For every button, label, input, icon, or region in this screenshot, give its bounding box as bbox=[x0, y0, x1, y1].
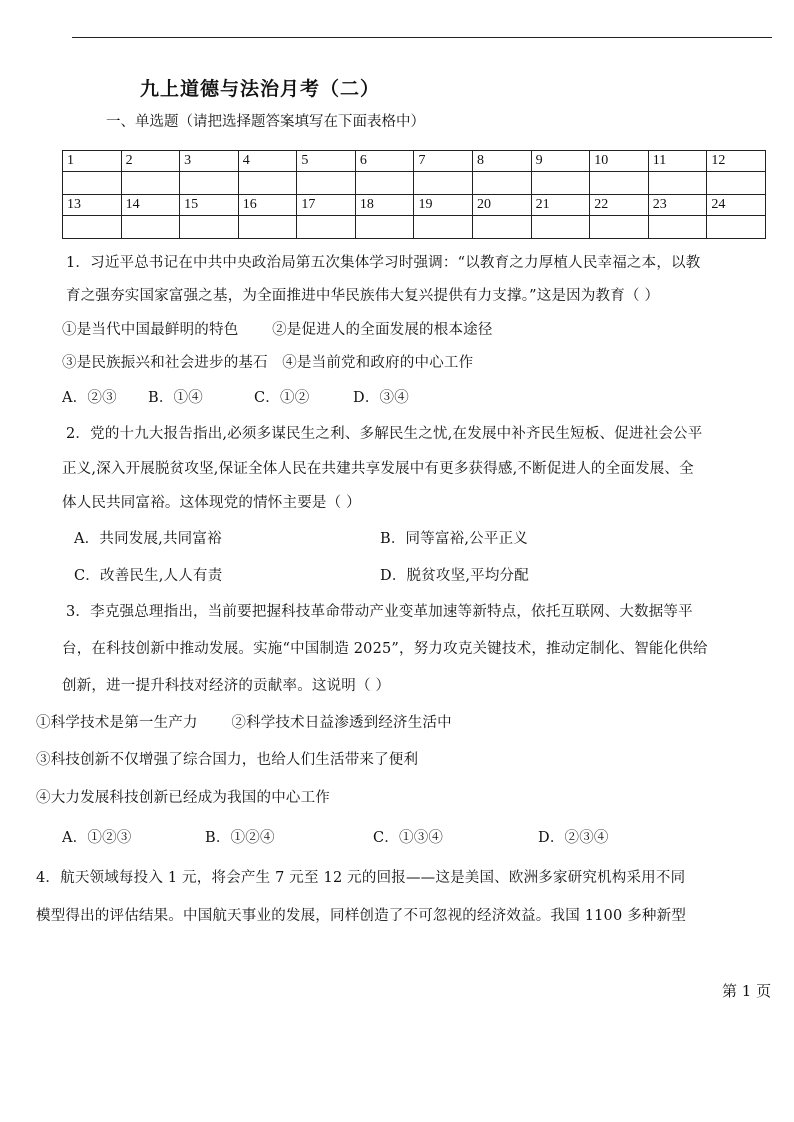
q2-stem-line3: 体人民共同富裕。这体现党的情怀主要是（ ） bbox=[62, 495, 361, 511]
answer-blank-cell[interactable] bbox=[355, 172, 414, 195]
answer-cell-number: 24 bbox=[707, 195, 766, 216]
answer-blank-cell[interactable] bbox=[707, 172, 766, 195]
answer-blank-cell[interactable] bbox=[648, 216, 707, 239]
answer-cell-number: 23 bbox=[648, 195, 707, 216]
answer-blank-cell[interactable] bbox=[648, 172, 707, 195]
q2-option-a[interactable]: A．共同发展,共同富裕 bbox=[74, 531, 222, 547]
answer-blank-cell[interactable] bbox=[590, 172, 649, 195]
answer-table-blank-row bbox=[63, 216, 766, 239]
answer-cell-number: 16 bbox=[238, 195, 297, 216]
page-number: 第 1 页 bbox=[722, 982, 772, 1000]
q1-option-c[interactable]: C．①② bbox=[254, 390, 310, 406]
answer-blank-cell[interactable] bbox=[531, 172, 590, 195]
answer-blank-cell[interactable] bbox=[238, 172, 297, 195]
answer-cell-number: 2 bbox=[121, 151, 180, 172]
q3-option-d[interactable]: D．②③④ bbox=[538, 830, 609, 846]
answer-blank-cell[interactable] bbox=[355, 216, 414, 239]
q2-option-c[interactable]: C．改善民生,人人有责 bbox=[74, 568, 223, 584]
q3-statement-2: ③科技创新不仅增强了综合国力，也给人们生活带来了便利 bbox=[36, 752, 419, 768]
answer-cell-number: 15 bbox=[180, 195, 239, 216]
answer-blank-cell[interactable] bbox=[180, 216, 239, 239]
answer-cell-number: 20 bbox=[473, 195, 532, 216]
answer-cell-number: 6 bbox=[355, 151, 414, 172]
answer-table-number-row bbox=[63, 195, 766, 216]
answer-cell-number: 18 bbox=[355, 195, 414, 216]
answer-cell-number: 19 bbox=[414, 195, 473, 216]
answer-blank-cell[interactable] bbox=[414, 172, 473, 195]
q4-stem-line1: 4．航天领域每投入 1 元，将会产生 7 元至 12 元的回报——这是美国、欧洲多家研究机构采用不同 bbox=[36, 870, 686, 886]
q1-stem-line1: 1．习近平总书记在中共中央政治局第五次集体学习时强调：“以教育之力厚植人民幸福之本，以教 bbox=[66, 255, 701, 271]
q2-option-b[interactable]: B．同等富裕,公平正义 bbox=[380, 531, 528, 547]
answer-blank-cell[interactable] bbox=[63, 172, 122, 195]
q1-option-a[interactable]: A．②③ bbox=[62, 390, 117, 406]
q2-stem-line1: 2．党的十九大报告指出,必须多谋民生之利、多解民生之忧,在发展中补齐民生短板、促进社会公平 bbox=[66, 426, 703, 442]
answer-blank-cell[interactable] bbox=[297, 216, 356, 239]
answer-table bbox=[62, 150, 766, 239]
q1-statements-line1: ①是当代中国最鲜明的特色 ②是促进人的全面发展的根本途径 bbox=[62, 322, 493, 338]
answer-cell-number: 17 bbox=[297, 195, 356, 216]
page-title: 九上道德与法治月考（二） bbox=[140, 78, 381, 100]
q1-option-b[interactable]: B．①④ bbox=[148, 390, 203, 406]
answer-table-number-row bbox=[63, 151, 766, 172]
q1-stem-line2: 育之强夯实国家富强之基，为全面推进中华民族伟大复兴提供有力支撑。”这是因为教育（ ） bbox=[66, 288, 660, 304]
q3-statement-3: ④大力发展科技创新已经成为我国的中心工作 bbox=[36, 790, 330, 806]
answer-blank-cell[interactable] bbox=[473, 172, 532, 195]
answer-blank-cell[interactable] bbox=[63, 216, 122, 239]
q3-option-a[interactable]: A．①②③ bbox=[62, 830, 132, 846]
answer-cell-number: 9 bbox=[531, 151, 590, 172]
q3-stem-line2: 台，在科技创新中推动发展。实施“中国制造 2025”，努力攻克关键技术，推动定制化、智能化供给 bbox=[62, 641, 708, 657]
q1-option-d[interactable]: D．③④ bbox=[353, 390, 409, 406]
q3-stem-line3: 创新，进一提升科技对经济的贡献率。这说明（ ） bbox=[62, 678, 391, 694]
answer-cell-number: 13 bbox=[63, 195, 122, 216]
answer-cell-number: 12 bbox=[707, 151, 766, 172]
section-heading: 一、单选题（请把选择题答案填写在下面表格中） bbox=[106, 114, 425, 130]
answer-blank-cell[interactable] bbox=[590, 216, 649, 239]
answer-blank-cell[interactable] bbox=[121, 172, 180, 195]
answer-cell-number: 11 bbox=[648, 151, 707, 172]
answer-cell-number: 14 bbox=[121, 195, 180, 216]
answer-blank-cell[interactable] bbox=[297, 172, 356, 195]
answer-blank-cell[interactable] bbox=[707, 216, 766, 239]
q3-option-b[interactable]: B．①②④ bbox=[205, 830, 275, 846]
answer-cell-number: 5 bbox=[297, 151, 356, 172]
answer-cell-number: 22 bbox=[590, 195, 649, 216]
answer-blank-cell[interactable] bbox=[531, 216, 590, 239]
q1-statements-line2: ③是民族振兴和社会进步的基石 ④是当前党和政府的中心工作 bbox=[62, 355, 474, 371]
q3-option-c[interactable]: C．①③④ bbox=[373, 830, 444, 846]
q4-stem-line2: 模型得出的评估结果。中国航天事业的发展，同样创造了不可忽视的经济效益。我国 1100 多种新型 bbox=[36, 908, 687, 924]
answer-table-blank-row bbox=[63, 172, 766, 195]
answer-blank-cell[interactable] bbox=[238, 216, 297, 239]
q2-option-d[interactable]: D．脱贫攻坚,平均分配 bbox=[380, 568, 529, 584]
answer-cell-number: 7 bbox=[414, 151, 473, 172]
answer-blank-cell[interactable] bbox=[414, 216, 473, 239]
answer-blank-cell[interactable] bbox=[121, 216, 180, 239]
answer-cell-number: 8 bbox=[473, 151, 532, 172]
q3-stem-line1: 3．李克强总理指出，当前要把握科技革命带动产业变革加速等新特点，依托互联网、大数据等平 bbox=[66, 604, 693, 620]
answer-blank-cell[interactable] bbox=[473, 216, 532, 239]
top-rule-divider bbox=[72, 37, 772, 38]
answer-cell-number: 4 bbox=[238, 151, 297, 172]
answer-cell-number: 1 bbox=[63, 151, 122, 172]
q2-stem-line2: 正义,深入开展脱贫攻坚,保证全体人民在共建共享发展中有更多获得感,不断促进人的全面发展、全 bbox=[62, 461, 694, 477]
answer-cell-number: 3 bbox=[180, 151, 239, 172]
answer-cell-number: 21 bbox=[531, 195, 590, 216]
answer-blank-cell[interactable] bbox=[180, 172, 239, 195]
answer-cell-number: 10 bbox=[590, 151, 649, 172]
q3-statement-1: ①科学技术是第一生产力 ②科学技术日益渗透到经济生活中 bbox=[36, 715, 452, 731]
